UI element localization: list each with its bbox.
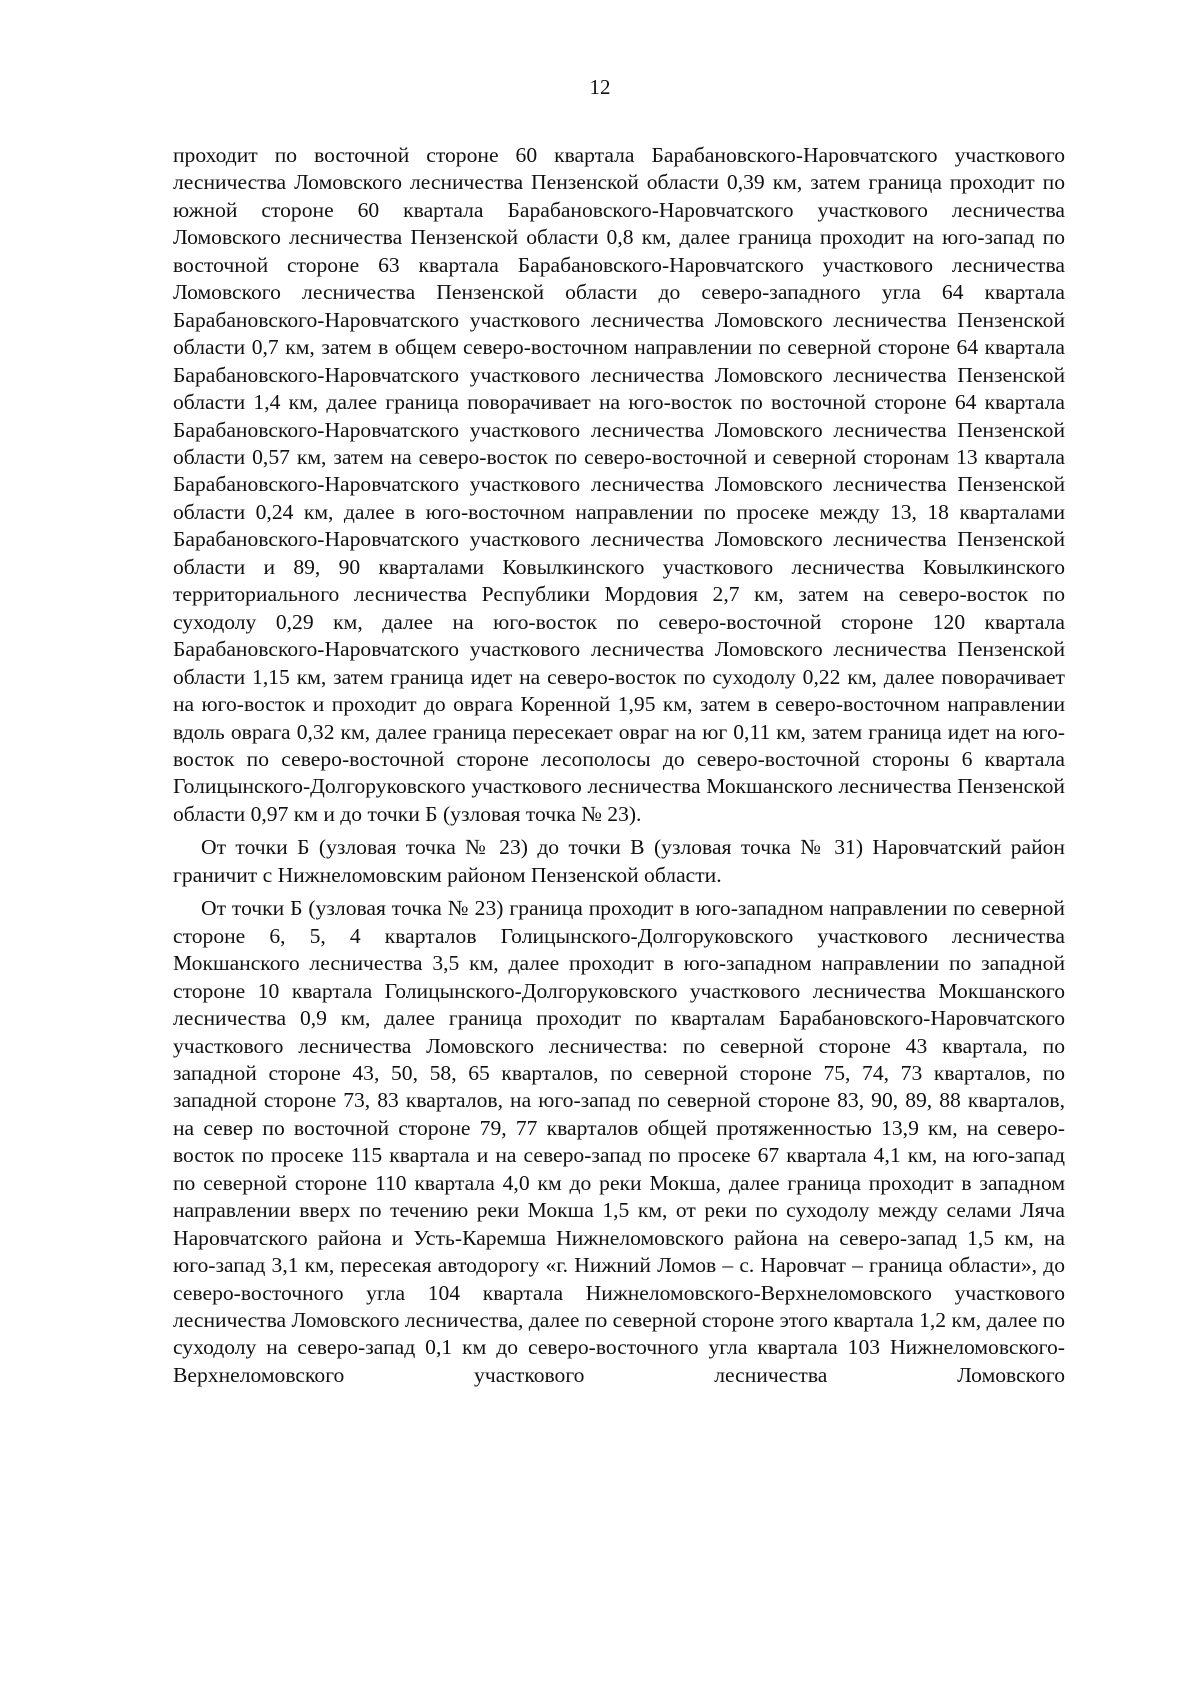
paragraph-neighbor-district: От точки Б (узловая точка № 23) до точки В (узловая точка № 31) Наровчатский район граничит с Нижнеломовским районом Пензенской области. bbox=[173, 835, 1065, 887]
paragraph-boundary-description: От точки Б (узловая точка № 23) граница проходит в юго-западном направлении по северной стороне 6, 5, 4 кварталов Голицынского-Долгоруковского участкового лесничества Мокшанского лесничества 3,5 км, далее проходит в юго-западном направлении по западной стороне 10 квартала Голицынского-Долгоруковского участкового лесничества Мокшанского лесничества 0,9 км, далее граница проходит по кварталам Барабановского-Наровчатского участкового лесничества Ломовского лесничества: по северной стороне 43 квартала, по западной стороне 43, 50, 58, 65 кварталов, по северной стороне 75, 74, 73 кварталов, по западной стороне 73, 83 кварталов, на юго-запад по северной стороне 83, 90, 89, 88 кварталов, на север по восточной стороне 79, 77 кварталов общей протяженностью 13,9 км, на северо-восток по просеке 115 квартала и на северо-запад по просеке 67 квартала 4,1 км, на юго-запад по северной стороне 110 квартала 4,0 км до реки Мокша, далее граница проходит в западном направлении вверх по течению реки Мокша 1,5 км, от реки по суходолу между селами Ляча Наровчатского района и Усть-Каремша Нижнеломовского района на северо-запад 1,5 км, на юго-запад 3,1 км, пересекая автодорогу «г. Нижний Ломов – с. Наровчат – граница области», до северо-восточного угла 104 квартала Нижнеломовского-Верхнеломовского участкового лесничества Ломовского лесничества, далее по северной стороне этого квартала 1,2 км, далее по суходолу на северо-запад 0,1 км до северо-восточного угла квартала 103 Нижнеломовского-Верхнеломовского участкового лесничества Ломовского bbox=[173, 896, 1065, 1387]
document-body bbox=[173, 142, 1065, 1389]
page-number: 12 bbox=[589, 75, 611, 99]
paragraph-boundary-continuation: проходит по восточной стороне 60 квартала Барабановского-Наровчатского участкового лесничества Ломовского лесничества Пензенской области 0,39 км, затем граница проходит по южной стороне 60 квартала Барабановского-Наровчатского участкового лесничества Ломовского лесничества Пензенской области 0,8 км, далее граница проходит на юго-запад по восточной стороне 63 квартала Барабановского-Наровчатского участкового лесничества Ломовского лесничества Пензенской области до северо-западного угла 64 квартала Барабановского-Наровчатского участкового лесничества Ломовского лесничества Пензенской области 0,7 км, затем в общем северо-восточном направлении по северной стороне 64 квартала Барабановского-Наровчатского участкового лесничества Ломовского лесничества Пензенской области 1,4 км, далее граница поворачивает на юго-восток по восточной стороне 64 квартала Барабановского-Наровчатского участкового лесничества Ломовского лесничества Пензенской области 0,57 км, затем на северо-восток по северо-восточной и северной сторонам 13 квартала Барабановского-Наровчатского участкового лесничества Ломовского лесничества Пензенской области 0,24 км, далее в юго-восточном направлении по просеке между 13, 18 кварталами Барабановского-Наровчатского участкового лесничества Ломовского лесничества Пензенской области и 89, 90 кварталами Ковылкинского участкового лесничества Ковылкинского территориального лесничества Республики Мордовия 2,7 км, затем на северо-восток по суходолу 0,29 км, далее на юго-восток по северо-восточной стороне 120 квартала Барабановского-Наровчатского участкового лесничества Ломовского лесничества Пензенской области 1,15 км, затем граница идет на северо-восток по суходолу 0,22 км, далее поворачивает на юго-восток и проходит до оврага Коренной 1,95 км, затем в северо-восточном направлении вдоль оврага 0,32 км, далее граница пересекает овраг на юг 0,11 км, затем граница идет на юго-восток по северо-восточной стороне лесополосы до северо-восточной стороны 6 квартала Голицынского-Долгоруковского участкового лесничества Мокшанского лесничества Пензенской области 0,97 км и до точки Б (узловая точка № 23). bbox=[173, 143, 1065, 826]
